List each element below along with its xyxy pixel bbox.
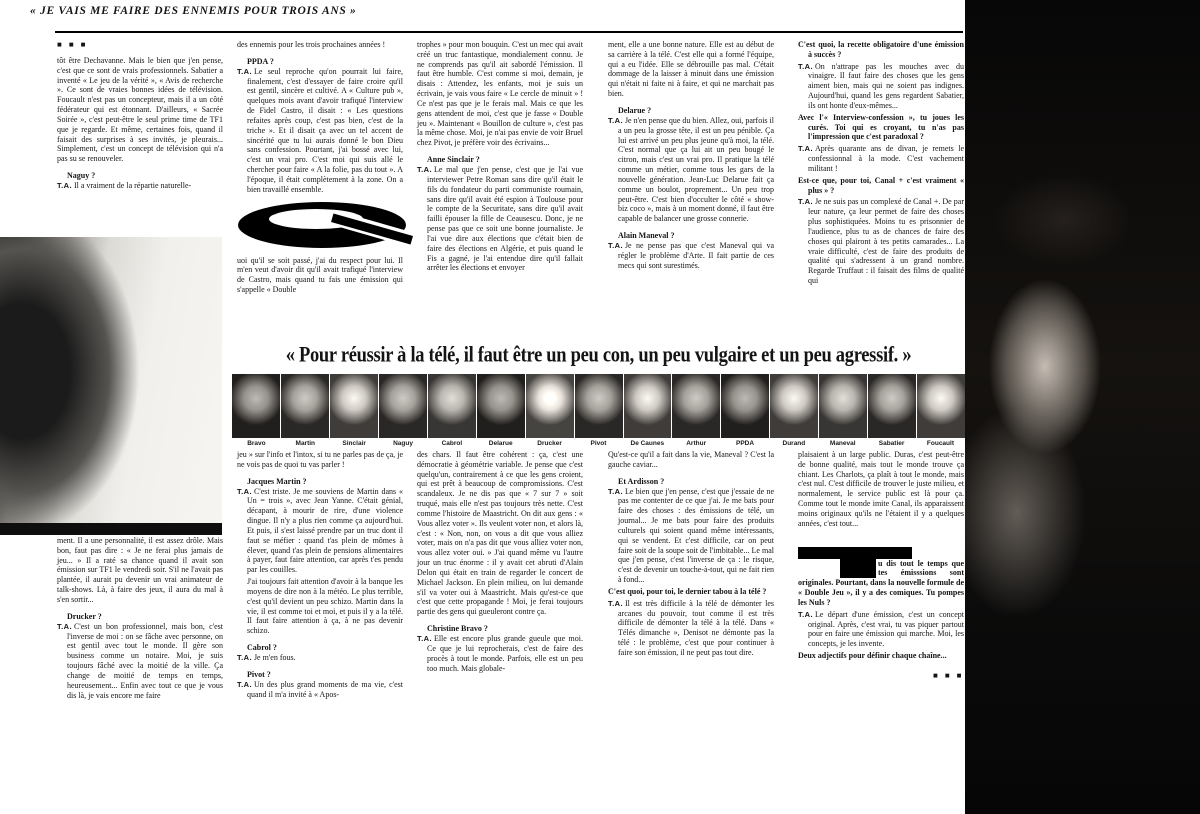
paragraph-text: plaisaient à un large public. Duras, c'est peut-être de bonne qualité, mais tout le monde trouve ça chiant. Les Charlots, ça plaît à tout le monde, mais c'est nul. C'est difficile de trouver le juste milieu, et normalement, le service public est là pour ça. Comme tout le monde imite Canal, ils apparaissent moins originaux qu'ils ne l'étaient il y a quelques années, c'est tout... [798, 450, 964, 528]
question-confession [798, 113, 964, 142]
dropcap-t-letter [798, 547, 799, 548]
answer-text: On n'attrape pas les mouches avec du vinaigre. Il faut faire des choses que les gens aiment bien, mais qui ne soient pas indignes. Aujourd'hui, quand les gens regardent Sabatier, ils ont honte d'eux-mêmes... [808, 61, 964, 110]
column-bottom-1 [57, 450, 223, 702]
dropcap-q [237, 201, 413, 249]
answer-text: Le départ d'une émission, c'est un concept original. Après, c'est vrai, tu vas piquer partout pour en faire une émission qui marche. Moi, les concepts, je les invente. [808, 609, 964, 649]
answer-naguy [57, 181, 223, 191]
caption-bravo: Bravo [247, 440, 266, 447]
ta-label: T.A. [798, 609, 813, 619]
caption-cabrol: Cabrol [441, 440, 463, 447]
question-naguy: Naguy ? [67, 171, 96, 181]
answer-text: C'est triste. Je me souviens de Martin dans « Un = trois », avec Jean Yanne. C'était génial, décapant, à mourir de rire, d'une violence dingue. Il n'y a plus rien comme ça aujourd'hui. Et puis, il s'est laissé prendre par un truc dont il faut se méfier : quand t'as plein de mômes à élever, quand t'as plein de pensions alimentaires à payer, faut faire attention, car après t'es pendu par les couilles. [247, 486, 403, 575]
paragraph [417, 450, 583, 617]
column-top-5 [798, 40, 964, 288]
answer-text: Je n'en pense que du bien. Allez, oui, parfois il a un peu la grosse tête, il est un peu pénible. Ça lui est arrivé un peu plus jeune qu'à moi, la télé. C'est normal que ça lui ait un peu bougé le citron, mais c'est un vrai pro. Il pratique la télé comme un métier, comme tous les gars de la nouvelle génération. Jean-Luc Delarue fait ça comme un boulot, proprement... Un peu trop peut-être. C'est bien d'occulter le côté « show-biz coco », mais à un moment donné, il faut être capable de balancer une grosse connerie. [618, 115, 774, 224]
headshot-foucault [917, 374, 965, 438]
answer-text: Il a vraiment de la répartie naturelle- [73, 181, 192, 191]
paragraph-text: ment. Il a une personnalité, il est assez drôle. Mais bon, faut pas dire : « Je ne ferai plus jamais de jeu... » Il a raté sa chance quand il avait son émission sur TF1 le vendredi soir. S'il ne l'avait pas plantée, il aurait pu devenir un vrai animateur de talk-shows. Là, à faire des jeux, il aura du mal à s'en sortir... [57, 536, 223, 604]
answer-ppda [237, 67, 403, 195]
headshot-drucker [526, 374, 574, 438]
answer-text: Le bien que j'en pense, c'est que j'essaie de ne pas me contenter de ce que j'ai. Je me bats pour faire des choses : des émissions de télé, un journal... Je me bats pour faire des produits culturels qui soient quand même intéressants, qui se vendent. Et c'est difficile, car on peut faire soit de la soupe soit de l'imbitable... Le mal que j'en pense, c'est l'inverse de ça : le risque, c'est de devenir un touche-à-tout, qui ne fait rien à fond... [618, 486, 774, 585]
column-top-2 [237, 40, 403, 297]
question-recette [798, 40, 964, 60]
headshot-arthur [672, 374, 720, 438]
caption-sinclair: Sinclair [342, 440, 366, 447]
pull-quote: « Pour réussir à la télé, il faut être un peu con, un peu vulgaire et un peu agressif. » [285, 343, 912, 368]
paragraph-text: des ennemis pour les trois prochaines années ! [237, 40, 386, 49]
paragraph [417, 40, 583, 148]
dropcap-q-glyph [237, 201, 413, 249]
paragraph [608, 450, 774, 470]
answer-tabou [608, 599, 774, 658]
ta-label: T.A. [417, 634, 432, 644]
column-top-3 [417, 40, 583, 275]
header-rule [55, 31, 963, 33]
caption-durand: Durand [782, 440, 806, 447]
caption-de-caunes: De Caunes [630, 440, 665, 447]
ta-label: T.A. [608, 241, 623, 251]
paragraph-text: Qu'est-ce qu'il a fait dans la vie, Maneval ? C'est la gauche caviar... [608, 450, 774, 469]
answer-ardisson [608, 487, 774, 585]
question-maneval: Alain Maneval ? [618, 231, 675, 241]
headshot-durand [770, 374, 818, 438]
answer-canal-plus [798, 197, 964, 285]
ta-label: T.A. [608, 115, 623, 125]
answer-christine-bravo [417, 634, 583, 673]
question-text: Deux adjectifs pour définir chaque chaîne... [798, 651, 947, 661]
caption-naguy: Naguy [393, 440, 413, 447]
headshot-sinclair [330, 374, 378, 438]
question-ardisson: Et Ardisson ? [618, 476, 665, 486]
question-cabrol: Cabrol ? [247, 643, 277, 653]
paragraph-text: des chars. Il faut être cohérent : ça, c'est une démocratie à géométrie variable. Je pense que c'est quelqu'un, contrairement à ce que les gens croient, qui est prêt à beaucoup de compromissions. C'est scandaleux. Je ne dis pas que « 7 sur 7 » soit truqué, mais elle n'est pas toujours très nette. C'est comme l'histoire de Maastricht. On dit aux gens : « Vous allez voter ». Ils veulent voter non, et alors là, c'est : « Non, non, on vous a dit que vous alliez voter, mais on n'a pas dit que vous alliez voter non, vous allez voter oui. » J'ai quand même vu l'autre jour un truc énorme : il y avait cet abruti d'Alain Delon qui était en train de regarder le concert de Michael Jackson. En plein milieu, on lui demande s'il va voter oui à Maastricht. Mais qu'est-ce que c'est que cette propagande ! Moi, je ferai toujours partie des gens qui gueuleront contre ça. [417, 450, 583, 617]
answer-drucker [57, 622, 223, 701]
caption-maneval: Maneval [829, 440, 856, 447]
answer-delarue [608, 116, 774, 224]
caption-delarue: Delarue [488, 440, 513, 447]
paragraph [57, 56, 223, 164]
bottom-columns [55, 450, 967, 814]
paragraph-text: trophes » pour mon bouquin. C'est un mec qui avait créé un truc fantastique, mondialement connu. Je ne comprends pas qu'il ait sabordé l'émission. Il faut être humble. C'est comme si moi, demain, je disais : Attendez, les enfants, moi je suis un écrivain, je vais vous faire « Le cercle de minuit » ! Ce n'est pas que je le ferais mal. Mais ce que les gens attendent de moi, c'est que je fasse « Double jeu ». Maintenant « Bouillon de culture », c'est pas la même chose. Moi, je n'ai pas envie de voir Bruel chez Pivot, je préfère voir des écrivains... [417, 40, 583, 148]
answer-text: Elle est encore plus grande gueule que moi. Ce que je lui reprocherais, c'est de faire des procès à tout le monde. Parfois, elle est un peu too much. Mais globale- [427, 634, 583, 673]
headshot-delarue [477, 374, 525, 438]
headshot-maneval [819, 374, 867, 438]
question-canal-plus [798, 176, 964, 196]
ta-label: T.A. [237, 653, 252, 663]
question-drucker: Drucker ? [67, 611, 102, 621]
dropcap-t-stem [798, 559, 878, 578]
headshot-ppda [721, 374, 769, 438]
column-bottom-2 [237, 450, 403, 702]
headshot-martin [281, 374, 329, 438]
ta-label: T.A. [608, 486, 623, 496]
headshot-pivot [575, 374, 623, 438]
answer-jacques-martin-2 [237, 577, 403, 636]
headshot-cabrol [428, 374, 476, 438]
question-tabou [608, 587, 774, 597]
column-bottom-4 [608, 450, 774, 660]
headshot-bravo [232, 374, 280, 438]
answer-text: Le mal que j'en pense, c'est que je l'ai vue interviewer Petre Roman sans dire qu'il était le fils du fondateur du parti communiste roumain, sans dire qu'il avait été espion à Toulouse pour le compte de la Securitate, sans dire qu'il avait failli épouser la fille de Ceausescu. Donc, je ne pense pas que ce soit une bonne journaliste. Je l'ai vue dire aux élections que c'était bien de faire des élections en Algérie, et puis quand le Fis a gagné, je l'ai entendue dire qu'il fallait arrêter les élections et envoyer [427, 165, 583, 273]
question-ppda: PPDA ? [247, 56, 274, 66]
ta-label: T.A. [608, 598, 623, 608]
answer-sinclair [417, 165, 583, 273]
ta-label: T.A. [798, 144, 813, 154]
caption-sabatier: Sabatier [878, 440, 905, 447]
ta-label: T.A. [798, 197, 813, 207]
question-text: C'est quoi, pour toi, le dernier tabou à la télé ? [608, 586, 767, 596]
column-top-1 [57, 40, 223, 193]
caption-drucker: Drucker [537, 440, 562, 447]
answer-pivot [237, 680, 403, 700]
answer-nuls [798, 610, 964, 649]
answer-text: Je ne pense pas que c'est Maneval qui va régler le problème d'Arte. Il fait partie de ces mecs qui sont surestimés. [618, 241, 774, 270]
ardisson-portrait-photo [965, 0, 1200, 814]
question-text: Avec l'« Interview-confession », tu joues les curés. Toi qui es croyant, tu n'as pas l'impression que c'est paradoxal ? [798, 112, 964, 142]
caption-pivot: Pivot [590, 440, 607, 447]
answer-cabrol [237, 653, 403, 663]
question-nuls [798, 559, 964, 608]
answer-confession [798, 144, 964, 173]
answer-recette [798, 62, 964, 111]
question-text: C'est quoi, la recette obligatoire d'une émission à succès ? [798, 40, 964, 59]
answer-jacques-martin [237, 487, 403, 575]
answer-text: Je m'en fous. [253, 653, 296, 663]
answer-maneval [608, 241, 774, 270]
page-title: « JE VAIS ME FAIRE DES ENNEMIS POUR TROIS ANS » [30, 5, 357, 17]
headshot-names [232, 440, 965, 447]
answer-text: Un des plus grand moments de ma vie, c'est quand il m'a invité à « Apos- [247, 679, 403, 699]
photo-spacer [57, 450, 223, 536]
headshot-sabatier [868, 374, 916, 438]
ta-label: T.A. [57, 181, 72, 191]
column-bottom-3 [417, 450, 583, 675]
headshot-naguy [379, 374, 427, 438]
caption-martin: Martin [295, 440, 316, 447]
paragraph-text: tôt être Dechavanne. Mais le bien que j'en pense, c'est que ce sont de vrais professionnels. Sabatier a inventé « Le jeu de la vérité », « Avis de recherche ». Ce sont de vraies bonnes idées de télévision. Foucault n'est pas un concepteur, mais il a un côté fédérateur qui est étonnant. D'ailleurs, « Sacrée Soirée », c'est peut-être le seul prime time de TF1 que je regarde. Et même, certaines fois, quand il faisait des surprises à ses invités, je pleurais... Simplement, c'est un concept de télévision qui n'a pas su se renouveler. [57, 56, 223, 164]
ta-label: T.A. [237, 679, 252, 689]
paragraph [798, 450, 964, 529]
ta-label: T.A. [237, 486, 252, 496]
top-columns [55, 40, 967, 342]
ta-label: T.A. [417, 165, 432, 175]
paragraph-text: jeu » sur l'info et l'intox, si tu ne parles pas de ça, je ne vois pas de quoi tu vas parler ! [237, 450, 403, 469]
question-pivot: Pivot ? [247, 669, 271, 679]
paragraph-text: uoi qu'il se soit passé, j'ai du respect pour lui. Il m'en veut d'avoir dit qu'il avait trafiqué l'interview de Castro, mais quand tu fais une émission qui s'appelle « Double [237, 255, 403, 295]
headshot-strip [232, 374, 965, 438]
question-chaines [798, 651, 964, 661]
column-top-4 [608, 40, 774, 273]
question-text: u dis tout le temps que tes émisssions sont originales. Pourtant, dans la nouvelle formule de « Double Jeu », il y a des comiques. Tu pompes les Nuls ? [798, 558, 964, 607]
paragraph [237, 40, 403, 50]
column-bottom-5 [798, 450, 964, 687]
question-text: Est-ce que, pour toi, Canal + c'est vraiment « plus » ? [798, 175, 964, 195]
caption-foucault: Foucault [926, 440, 954, 447]
headshot-de-caunes [624, 374, 672, 438]
answer-text: C'est un bon professionnel, mais bon, c'est l'inverse de moi : on se fâche avec personne, on est gentil avec tout le monde. Il gère son business comme un notaire. Moi, je suis toujours fâché avec la moitié de la ville. Ça change de moitié de temps en temps, heureusement... Enfin avec tout ce que je vous dis là, je vais encore me faire [67, 621, 223, 700]
answer-text: J'ai toujours fait attention d'avoir à la banque les moyens de dire non à la météo. Le plus terrible, c'est qu'il devient un peu schizo. Martin dans la vie, il est comme toi et moi, et puis il y a la télé. Il faut faire attention à ça, à ne pas devenir schizo. [247, 577, 403, 636]
paragraph [57, 536, 223, 605]
paragraph [237, 450, 403, 470]
answer-text: Je ne suis pas un complexé de Canal +. De par leur nature, ça leur permet de faire des choses plus sophistiquées. Moins tu es prisonnier de l'audience, plus tu as de chances de faire des choses qui plairont à tes petits camarades... La vraie difficulté, c'est de faire des produits de qualité qui s'adressent à un grand nombre. Regarde Truffaut : il faisait des films de qualité qui [808, 197, 964, 286]
question-christine-bravo: Christine Bravo ? [427, 624, 488, 634]
question-jacques-martin: Jacques Martin ? [247, 476, 307, 486]
paragraph [608, 40, 774, 99]
paragraph [237, 256, 403, 295]
ta-label: T.A. [798, 61, 813, 71]
section-start-marker: ■ ■ ■ [57, 40, 88, 49]
caption-ppda: PPDA [735, 440, 755, 447]
caption-arthur: Arthur [686, 440, 707, 447]
dropcap-t [798, 547, 912, 559]
ta-label: T.A. [237, 66, 252, 76]
question-delarue: Delarue ? [618, 105, 652, 115]
paragraph-text: ment, elle a une bonne nature. Elle est au début de sa carrière à la télé. C'est elle qui a formé l'équipe, qui a eu l'idée. Elle se débrouille pas mal. C'était dommage de la laisser à minuit dans une émission qui n'était ni faite ni à faire, et qui ne marchait pas bien. [608, 40, 774, 99]
section-end-marker: ■ ■ ■ [933, 670, 964, 680]
answer-text: Le seul reproche qu'on pourrait lui faire, finalement, c'est d'essayer de faire croire qu'il est gentil, sincère et cultivé. A « Culture pub », quelques mois avant d'avoir trafiqué l'interview de Fidel Castro, il disait : « Les questions refaites après coup, c'est pas bien, c'est de la triche ». Et il disait ça avec un tel accent de sincérité que tu lui aurais donné le bon Dieu sans confession. Pourtant, j'ai bossé avec lui, c'est un vrai pro. C'est moi qui suis allé le chercher pour faire « A la folie, pas du tout ». A l'époque, il était complètement à la zone. On a bien travaillé ensemble. [247, 66, 403, 194]
answer-text: Après quarante ans de divan, je remets le confessionnal à la mode. C'est vachement militant ! [808, 144, 964, 173]
answer-text: Il est très difficile à la télé de démonter les arcanes du pouvoir, tout comme il est très difficile de démonter la télé à la télé. Dans « Télés dimanche », Denisot ne démonte pas la télé : le problème, c'est que pour continuer à faire son émission, il ne peut pas tout dire. [618, 598, 774, 657]
ta-label: T.A. [57, 621, 72, 631]
question-sinclair: Anne Sinclair ? [427, 155, 480, 165]
